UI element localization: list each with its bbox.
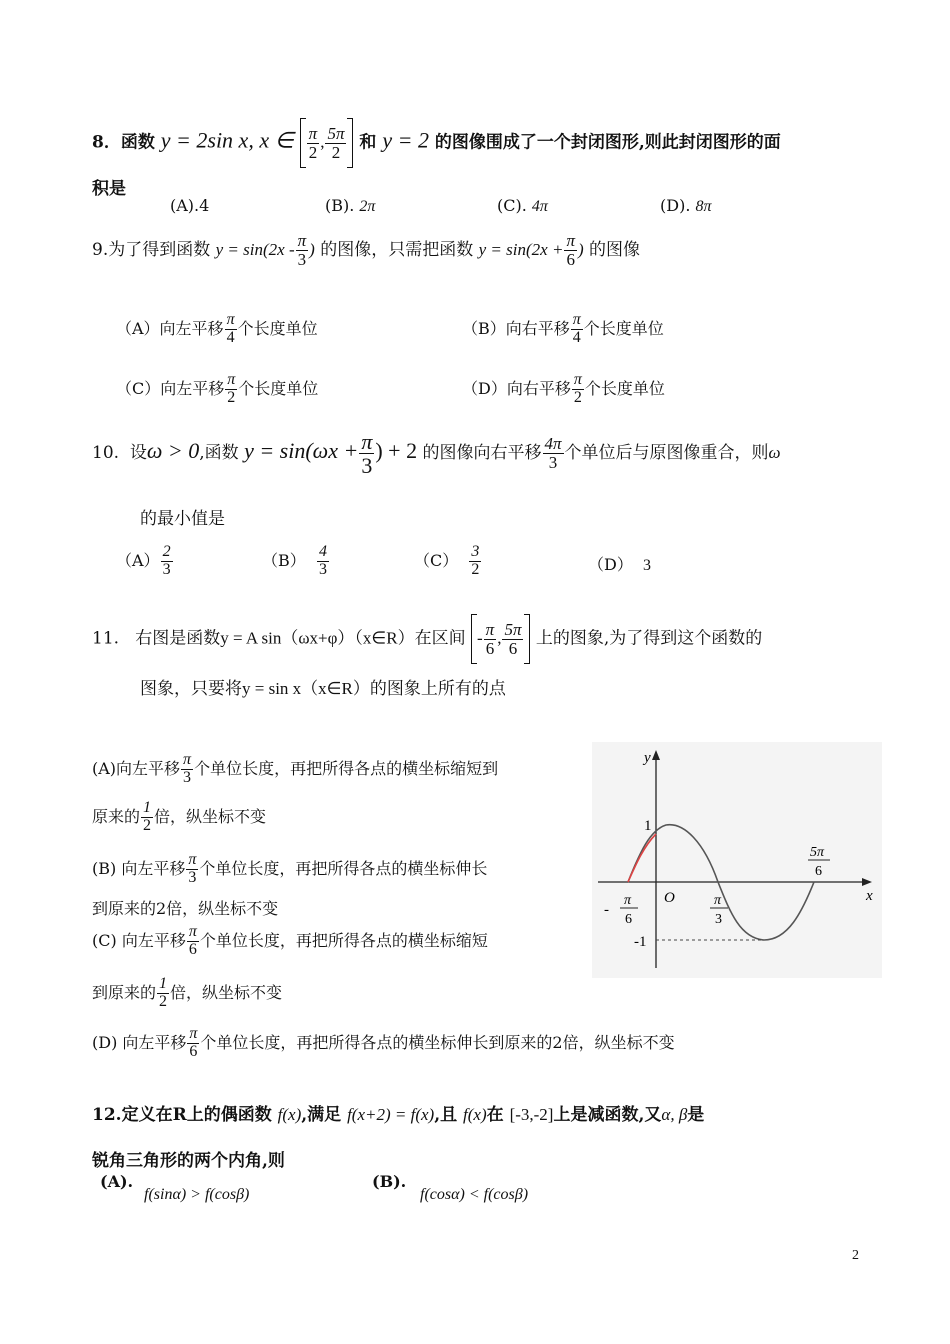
q8-option-a: (A).4 [170, 196, 210, 215]
q11-graph [592, 742, 882, 978]
q11-option-d: (D) 向左平移 $\frac{\pi}{6}$ 个单位长度，再把所得各点的横坐标伸长到原来的2倍，纵坐标不变 [92, 1025, 675, 1060]
q11-option-b-line2: 到原来的2倍，纵坐标不变 [92, 899, 279, 918]
q11-option-b-line1: (B) 向左平移 $\frac{\pi}{3}$ 个单位长度，再把所得各点的横坐标伸长 [92, 851, 488, 886]
q10-option-c: （C） $\frac{3}{2}$ [414, 543, 480, 578]
q11-stem: 11. 右图是函数y = A sin（ωx+φ）（x∈R）在区间 - $\frac{\pi}{6}$ , $\frac{5\pi}{6}$ 上的图象,为了得到这个函数的 [92, 614, 762, 664]
q9-option-c: （C）向左平移 $\frac{\pi}{2}$ 个长度单位 [116, 371, 319, 406]
origin-label: O [664, 890, 675, 906]
q8-option-d: (D). 8π [660, 196, 712, 215]
q8-option-c: (C). 4π [497, 196, 548, 215]
q11-option-a-line2: 原来的 $\frac{1}{2}$ 倍，纵坐标不变 [92, 799, 267, 834]
tick-neg-pi-6-num: π [624, 893, 632, 908]
q9-option-b: （B）向右平移 $\frac{\pi}{4}$ 个长度单位 [462, 311, 664, 346]
q12-option-a: (A). [100, 1172, 134, 1191]
tick-pi-3-den: 3 [715, 912, 722, 927]
one-label: 1 [644, 818, 652, 834]
tick-neg-pi-6-den: 6 [625, 912, 632, 927]
q11-option-c-line1: (C) 向左平移 $\frac{\pi}{6}$ 个单位长度，再把所得各点的横坐标缩短 [92, 923, 488, 958]
q10-stem: 10. 设ω > 0,函数 y = sin(ωx + $\frac{\pi}{3}$ ) + 2 的图像向右平移 $\frac{4\pi}{3}$ 个单位后与原图像重合，则ω [92, 429, 781, 479]
q8-option-b: (B). 2π [325, 196, 376, 215]
q12-option-a-math: f(sinα) > f(cosβ) [144, 1186, 250, 1203]
tick-5pi-6-den: 6 [815, 864, 822, 879]
q8-line2: 积是 [92, 179, 126, 199]
q12-option-b-math: f(cosα) < f(cosβ) [420, 1186, 529, 1203]
x-label: x [866, 888, 873, 904]
tick-5pi-6-num: 5π [810, 845, 825, 860]
neg-one-label: -1 [634, 934, 647, 950]
q12-option-b: (B). [372, 1172, 407, 1191]
page-number: 2 [852, 1248, 859, 1263]
neg-sign-label: - [604, 902, 609, 918]
q9-option-a: （A）向左平移 $\frac{\pi}{4}$ 个长度单位 [116, 311, 318, 346]
q10-option-a: （A） $\frac{2}{3}$ [116, 543, 171, 578]
q12-line2: 锐角三角形的两个内角,则 [92, 1151, 285, 1171]
q11-line2: 图象，只要将y = sin x（x∈R）的图象上所有的点 [140, 679, 506, 699]
q8-number: 8．函数 [92, 132, 155, 153]
q11-option-a-line1: (A)向左平移 $\frac{\pi}{3}$ 个单位长度，再把所得各点的横坐标缩短到 [92, 751, 499, 786]
q10-option-b: （B） $\frac{4}{3}$ [262, 543, 327, 578]
q9-option-d: （D）向右平移 $\frac{\pi}{2}$ 个长度单位 [462, 371, 665, 406]
tick-pi-3-num: π [714, 893, 722, 908]
q9-stem: 9.为了得到函数 y = sin(2x - $\frac{\pi}{3}$ ) 的图像，只需把函数 y = sin(2x + $\frac{\pi}{6}$ ) 的图像 [92, 231, 641, 269]
q11-option-c-line2: 到原来的 $\frac{1}{2}$ 倍，纵坐标不变 [92, 975, 283, 1010]
q8-formula: y = 2sin x, x ∈ [160, 127, 294, 153]
q10-line2: 的最小值是 [140, 509, 225, 529]
q8-line1: 8．函数 y = 2sin x, x ∈ $\frac{\pi}{2}$ , $\frac{5\pi}{2}$ 和 y = 2 的图像围成了一个封闭图形,则此封闭图形的面 [92, 118, 781, 168]
q12-stem: 12.定义在R上的偶函数 f(x),满足 f(x+2) = f(x),且 f(x)在 [-3,-2]上是减函数,又α, β是 [92, 1105, 705, 1125]
q10-option-d: （D） 3 [588, 555, 652, 574]
y-label: y [644, 750, 651, 766]
